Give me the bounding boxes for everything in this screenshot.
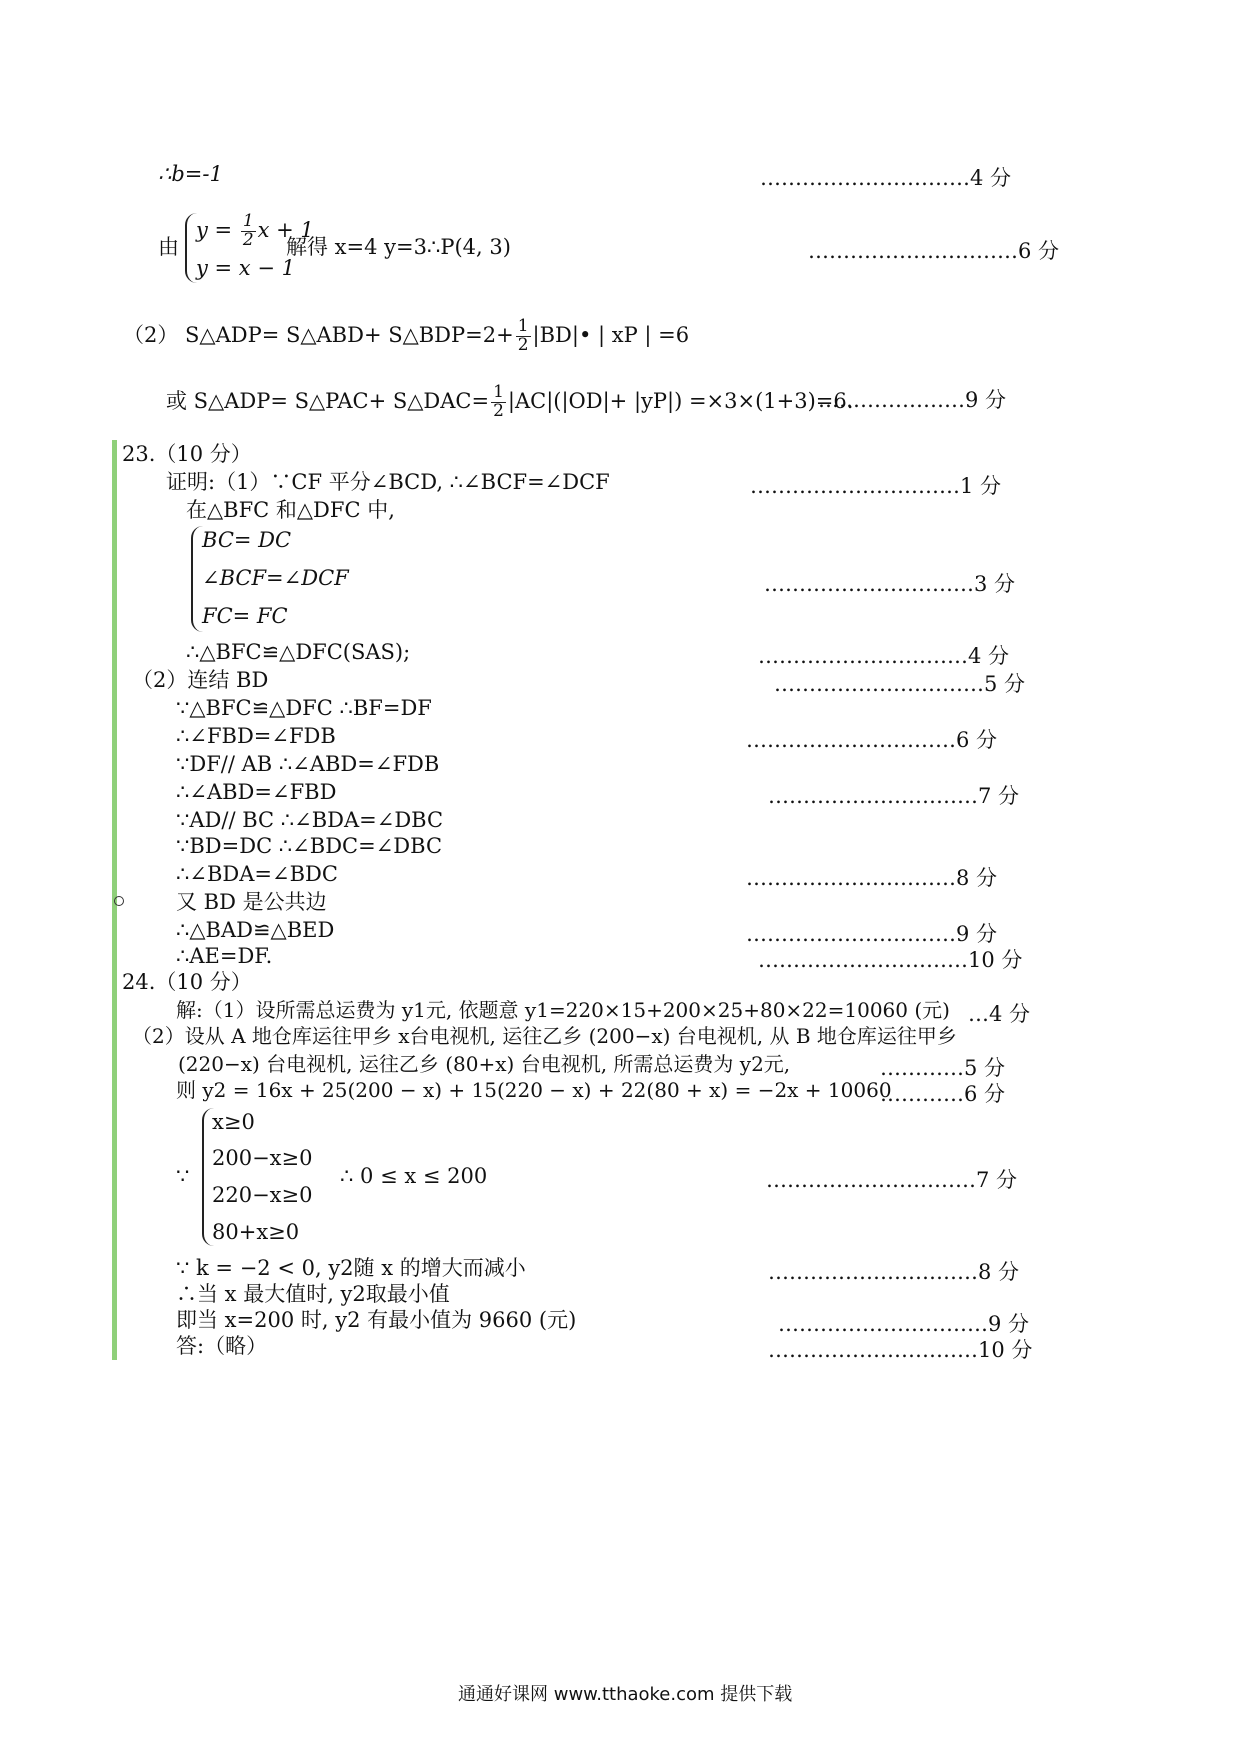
q23-line-7: ∵DF// AB ∴∠ABD=∠FDB [176,752,440,776]
q24-points-9: …………………………9 分 [778,1312,1030,1336]
area-line-2-post: |AC|(|OD|+ |yP|) =×3×(1+3)=6. [507,388,854,413]
q23-points-10: …………………………10 分 [758,948,1023,972]
q23-line-1: 证明:（1）∵CF 平分∠BCD, ∴∠BCF=∠DCF [166,470,610,494]
q24-line-4: 则 y2 = 16x + 25(200 − x) + 15(220 − x) + 22(80 + x) = −2x + 10060 [176,1078,892,1102]
q23-line-13: ∴△BAD≌△BED [176,918,335,942]
q24-line-5: ∵ k = −2 < 0, y2随 x 的增大而减小 [176,1256,526,1280]
q24-line-6: ∴当 x 最大值时, y2取最小值 [176,1282,450,1306]
q23-line-5: ∵△BFC≌△DFC ∴BF=DF [176,696,432,720]
q23-points-5: …………………………5 分 [774,672,1026,696]
q23-points-9: …………………………9 分 [746,922,998,946]
system-eq-1-post: x + 1 [257,217,314,242]
b-result-line: ∴b=-1 [158,162,223,186]
area-line-1-fraction [516,318,531,355]
q23-line-10: ∵BD=DC ∴∠BDC=∠DBC [176,834,443,858]
q24-because: ∵ [176,1164,190,1188]
q23-points-7: …………………………7 分 [768,784,1020,808]
q23-line-2: 在△BFC 和△DFC 中, [186,498,395,522]
points-6: …………………………6 分 [808,239,1060,263]
q24-ineq-1: x≥0 [212,1110,255,1134]
area-line-1 [123,318,689,355]
area-line-1-pre: （2） S△ADP= S△ABD+ S△BDP=2+ [123,322,514,347]
q24-points-6: …………6 分 [880,1082,1006,1106]
frac-num: 1 [517,316,529,336]
half-fraction [241,213,256,250]
frac-num: 1 [242,211,254,231]
q24-line-7: 即当 x=200 时, y2 有最小值为 9660 (元) [176,1308,577,1332]
system-prefix: 由 [158,235,179,259]
q24-title: 24.（10 分） [122,970,252,994]
area-line-2-fraction [491,384,506,421]
points-9-top: …………………9 分 [818,388,1007,412]
frac-den: 2 [517,334,529,355]
page-footer: 通通好课网 www.tthaoke.com 提供下载 [458,1684,793,1705]
frac-num: 1 [493,382,504,402]
frac-den: 2 [493,400,504,421]
q23-points-6: …………………………6 分 [746,728,998,752]
q24-points-7: …………………………7 分 [766,1168,1018,1192]
q23-points-8: …………………………8 分 [746,866,998,890]
q23-line-9: ∵AD// BC ∴∠BDA=∠DBC [176,808,444,832]
frac-den: 2 [242,229,254,250]
q23-line-11: ∴∠BDA=∠BDC [176,862,338,886]
area-line-1-post: |BD|• | xP | =6 [532,322,690,347]
q24-points-10: …………………………10 分 [768,1338,1033,1362]
q23-points-1: …………………………1 分 [750,474,1002,498]
q23-line-8: ∴∠ABD=∠FBD [176,780,337,804]
q23-points-4: …………………………4 分 [758,644,1010,668]
q24-points-5: …………5 分 [880,1056,1006,1080]
q24-ineq-2: 200−x≥0 [212,1146,313,1170]
q23-system-row-2: ∠BCF=∠DCF [202,566,349,590]
area-line-2-pre: 或 S△ADP= S△PAC+ S△DAC= [166,388,490,413]
q24-line-8: 答:（略） [176,1334,268,1358]
q23-line-12: 又 BD 是公共边 [176,890,327,914]
q24-ineq-result: ∴ 0 ≤ x ≤ 200 [340,1164,488,1188]
points-4: …………………………4 分 [760,166,1012,190]
q23-points-3: …………………………3 分 [764,572,1016,596]
q23-line-14: ∴AE=DF. [176,944,273,968]
q24-line-2: （2）设从 A 地仓库运往甲乡 x台电视机, 运往乙乡 (200−x) 台电视机, 从 B 地仓库运往甲乡 [132,1024,957,1048]
q24-line-3: (220−x) 台电视机, 运往乙乡 (80+x) 台电视机, 所需总运费为 y2元, [178,1052,791,1076]
q23-title: 23.（10 分） [122,442,252,466]
system-solution: 解得 x=4 y=3∴P(4, 3) [286,235,511,259]
revision-mark [114,896,124,906]
q24-ineq-3: 220−x≥0 [212,1183,313,1207]
system-eq-2: y = x − 1 [196,256,295,280]
q23-system-row-3: FC= FC [202,604,288,628]
q24-ineq-4: 80+x≥0 [212,1220,300,1244]
q23-line-6: ∴∠FBD=∠FDB [176,724,336,748]
q23-system-row-1: BC= DC [202,528,292,552]
q24-line-1: 解:（1）设所需总运费为 y1元, 依题意 y1=220×15+200×25+80×22=10060 (元) [176,998,950,1022]
q23-line-4: （2）连结 BD [132,668,269,692]
q24-points-4: …4 分 [968,1002,1031,1026]
area-line-2 [166,384,853,421]
q24-points-8: …………………………8 分 [768,1260,1020,1284]
q23-line-3: ∴△BFC≌△DFC(SAS); [186,640,411,664]
system-eq-1-pre: y = [196,217,239,242]
